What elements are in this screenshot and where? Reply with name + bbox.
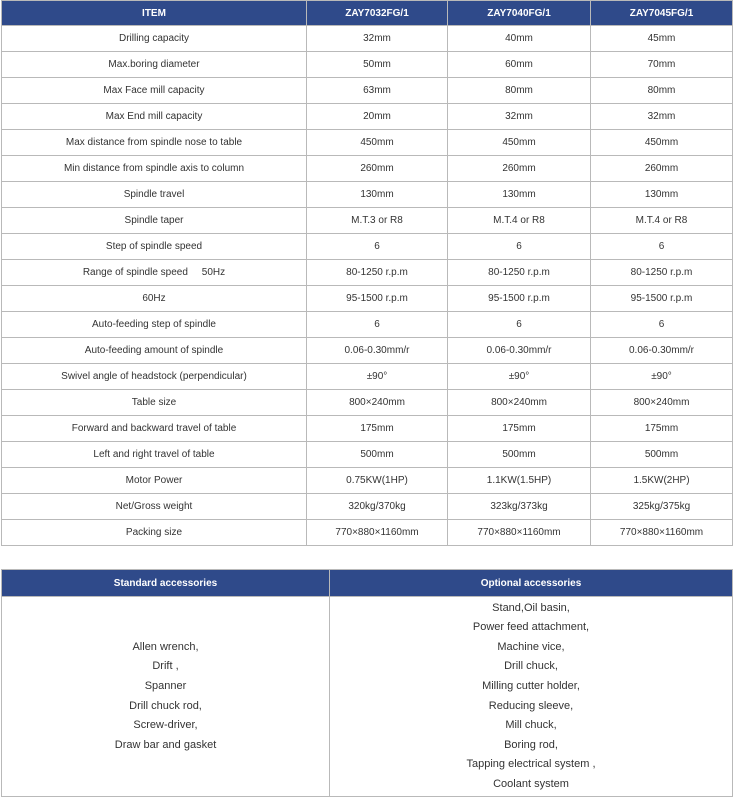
table-row bbox=[2, 286, 733, 312]
spec-item-label: Table size bbox=[2, 390, 307, 416]
standard-accessories-header: Standard accessories bbox=[2, 570, 330, 597]
spec-value-cell: 130mm bbox=[591, 182, 733, 208]
table-row bbox=[2, 208, 733, 234]
spec-item-label: Net/Gross weight bbox=[2, 494, 307, 520]
spec-value-cell: 63mm bbox=[307, 78, 448, 104]
table-row bbox=[2, 390, 733, 416]
spec-value-cell: M.T.4 or R8 bbox=[591, 208, 733, 234]
spec-value-cell: 800×240mm bbox=[591, 390, 733, 416]
list-item: Draw bar and gasket bbox=[114, 738, 217, 751]
spec-value-cell: 260mm bbox=[591, 156, 733, 182]
table-row bbox=[2, 312, 733, 338]
spec-value-cell: 770×880×1160mm bbox=[591, 520, 733, 546]
accessories-header-row bbox=[2, 570, 733, 597]
optional-accessories-list bbox=[330, 597, 733, 797]
list-item: Allen wrench, bbox=[132, 640, 199, 653]
spec-value-cell: 95-1500 r.p.m bbox=[591, 286, 733, 312]
spec-item-label: Auto-feeding amount of spindle bbox=[2, 338, 307, 364]
spec-value-cell: 1.1KW(1.5HP) bbox=[448, 468, 591, 494]
accessories-row bbox=[2, 597, 733, 797]
spec-value-cell: 450mm bbox=[448, 130, 591, 156]
table-row bbox=[2, 468, 733, 494]
table-row bbox=[2, 156, 733, 182]
spec-item-label: Max distance from spindle nose to table bbox=[2, 130, 307, 156]
spec-value-cell: 323kg/373kg bbox=[448, 494, 591, 520]
spec-value-cell: 770×880×1160mm bbox=[448, 520, 591, 546]
table-row bbox=[2, 182, 733, 208]
spec-value-cell: 32mm bbox=[448, 104, 591, 130]
spec-value-cell: ±90° bbox=[448, 364, 591, 390]
spec-item-label: Step of spindle speed bbox=[2, 234, 307, 260]
spec-item-label: Spindle travel bbox=[2, 182, 307, 208]
spec-item-label: Swivel angle of headstock (perpendicular) bbox=[2, 364, 307, 390]
table-row bbox=[2, 52, 733, 78]
list-item: Drill chuck rod, bbox=[129, 699, 202, 712]
table-row bbox=[2, 130, 733, 156]
spec-value-cell: 32mm bbox=[307, 26, 448, 52]
spec-value-cell: 6 bbox=[591, 312, 733, 338]
spec-item-label: Auto-feeding step of spindle bbox=[2, 312, 307, 338]
spec-value-cell: 500mm bbox=[448, 442, 591, 468]
table-row bbox=[2, 364, 733, 390]
spec-value-cell: 500mm bbox=[591, 442, 733, 468]
header-model-7040: ZAY7040FG/1 bbox=[448, 1, 591, 26]
spec-value-cell: 6 bbox=[448, 312, 591, 338]
spec-value-cell: M.T.3 or R8 bbox=[307, 208, 448, 234]
spec-value-cell: 0.06-0.30mm/r bbox=[448, 338, 591, 364]
spec-item-label: Max End mill capacity bbox=[2, 104, 307, 130]
spec-value-cell: 260mm bbox=[307, 156, 448, 182]
table-row bbox=[2, 26, 733, 52]
spec-value-cell: 32mm bbox=[591, 104, 733, 130]
list-item: Spanner bbox=[144, 679, 187, 692]
spec-header-row bbox=[2, 1, 733, 26]
spec-item-label: Left and right travel of table bbox=[2, 442, 307, 468]
spec-item-label: Motor Power bbox=[2, 468, 307, 494]
spec-value-cell: 800×240mm bbox=[448, 390, 591, 416]
spec-value-cell: 130mm bbox=[448, 182, 591, 208]
spec-table-body bbox=[2, 26, 733, 546]
spec-item-label: 60Hz bbox=[2, 286, 307, 312]
spec-item-label: Max.boring diameter bbox=[2, 52, 307, 78]
spec-value-cell: 770×880×1160mm bbox=[307, 520, 448, 546]
spec-value-cell: 450mm bbox=[307, 130, 448, 156]
spec-value-cell: 0.06-0.30mm/r bbox=[591, 338, 733, 364]
spec-value-cell: 320kg/370kg bbox=[307, 494, 448, 520]
optional-accessories-header: Optional accessories bbox=[330, 570, 733, 597]
spec-value-cell: ±90° bbox=[591, 364, 733, 390]
spec-value-cell: 6 bbox=[448, 234, 591, 260]
spec-value-cell: 80mm bbox=[448, 78, 591, 104]
spec-value-cell: 80-1250 r.p.m bbox=[448, 260, 591, 286]
table-row bbox=[2, 338, 733, 364]
spec-value-cell: 175mm bbox=[448, 416, 591, 442]
standard-accessories-list bbox=[2, 597, 330, 797]
spec-value-cell: 800×240mm bbox=[307, 390, 448, 416]
table-row bbox=[2, 494, 733, 520]
spec-item-label: Spindle taper bbox=[2, 208, 307, 234]
list-item: Coolant system bbox=[493, 777, 569, 790]
spec-value-cell: 500mm bbox=[307, 442, 448, 468]
header-item: ITEM bbox=[2, 1, 307, 26]
spec-item-label: Range of spindle speed 50Hz bbox=[2, 260, 307, 286]
spec-value-cell: 175mm bbox=[591, 416, 733, 442]
header-model-7032: ZAY7032FG/1 bbox=[307, 1, 448, 26]
spec-value-cell: 60mm bbox=[448, 52, 591, 78]
list-item: Milling cutter holder, bbox=[482, 679, 580, 692]
list-item: Drift , bbox=[152, 660, 179, 673]
spec-value-cell: 0.06-0.30mm/r bbox=[307, 338, 448, 364]
header-model-7045: ZAY7045FG/1 bbox=[591, 1, 733, 26]
spec-value-cell: 175mm bbox=[307, 416, 448, 442]
spec-value-cell: 95-1500 r.p.m bbox=[448, 286, 591, 312]
table-row bbox=[2, 442, 733, 468]
spec-value-cell: 70mm bbox=[591, 52, 733, 78]
spec-value-cell: 80-1250 r.p.m bbox=[307, 260, 448, 286]
spec-item-label: Min distance from spindle axis to column bbox=[2, 156, 307, 182]
table-row bbox=[2, 104, 733, 130]
table-row bbox=[2, 416, 733, 442]
table-row bbox=[2, 234, 733, 260]
table-row bbox=[2, 520, 733, 546]
spec-value-cell: 6 bbox=[307, 312, 448, 338]
spec-value-cell: ±90° bbox=[307, 364, 448, 390]
list-item: Boring rod, bbox=[504, 738, 558, 751]
spec-value-cell: 6 bbox=[307, 234, 448, 260]
spec-value-cell: 20mm bbox=[307, 104, 448, 130]
specification-table bbox=[1, 0, 733, 546]
list-item: Machine vice, bbox=[497, 640, 565, 653]
spec-value-cell: 80mm bbox=[591, 78, 733, 104]
spec-value-cell: 80-1250 r.p.m bbox=[591, 260, 733, 286]
list-item: Tapping electrical system , bbox=[466, 758, 596, 771]
spec-value-cell: 45mm bbox=[591, 26, 733, 52]
spec-value-cell: 40mm bbox=[448, 26, 591, 52]
list-item: Mill chuck, bbox=[505, 719, 557, 732]
spec-value-cell: 325kg/375kg bbox=[591, 494, 733, 520]
spec-value-cell: 1.5KW(2HP) bbox=[591, 468, 733, 494]
spec-item-label: Packing size bbox=[2, 520, 307, 546]
spec-value-cell: 130mm bbox=[307, 182, 448, 208]
spec-value-cell: M.T.4 or R8 bbox=[448, 208, 591, 234]
accessories-table bbox=[1, 569, 733, 797]
list-item: Reducing sleeve, bbox=[488, 699, 574, 712]
spec-value-cell: 0.75KW(1HP) bbox=[307, 468, 448, 494]
spec-item-label: Max Face mill capacity bbox=[2, 78, 307, 104]
spec-item-label: Drilling capacity bbox=[2, 26, 307, 52]
spec-item-label: Forward and backward travel of table bbox=[2, 416, 307, 442]
table-row bbox=[2, 78, 733, 104]
spec-value-cell: 6 bbox=[591, 234, 733, 260]
list-item: Stand,Oil basin, bbox=[492, 601, 570, 614]
list-item: Screw-driver, bbox=[133, 719, 198, 732]
spec-value-cell: 95-1500 r.p.m bbox=[307, 286, 448, 312]
table-row bbox=[2, 260, 733, 286]
spec-value-cell: 260mm bbox=[448, 156, 591, 182]
list-item: Drill chuck, bbox=[504, 660, 558, 673]
spec-value-cell: 450mm bbox=[591, 130, 733, 156]
spec-value-cell: 50mm bbox=[307, 52, 448, 78]
list-item: Power feed attachment, bbox=[472, 621, 590, 634]
